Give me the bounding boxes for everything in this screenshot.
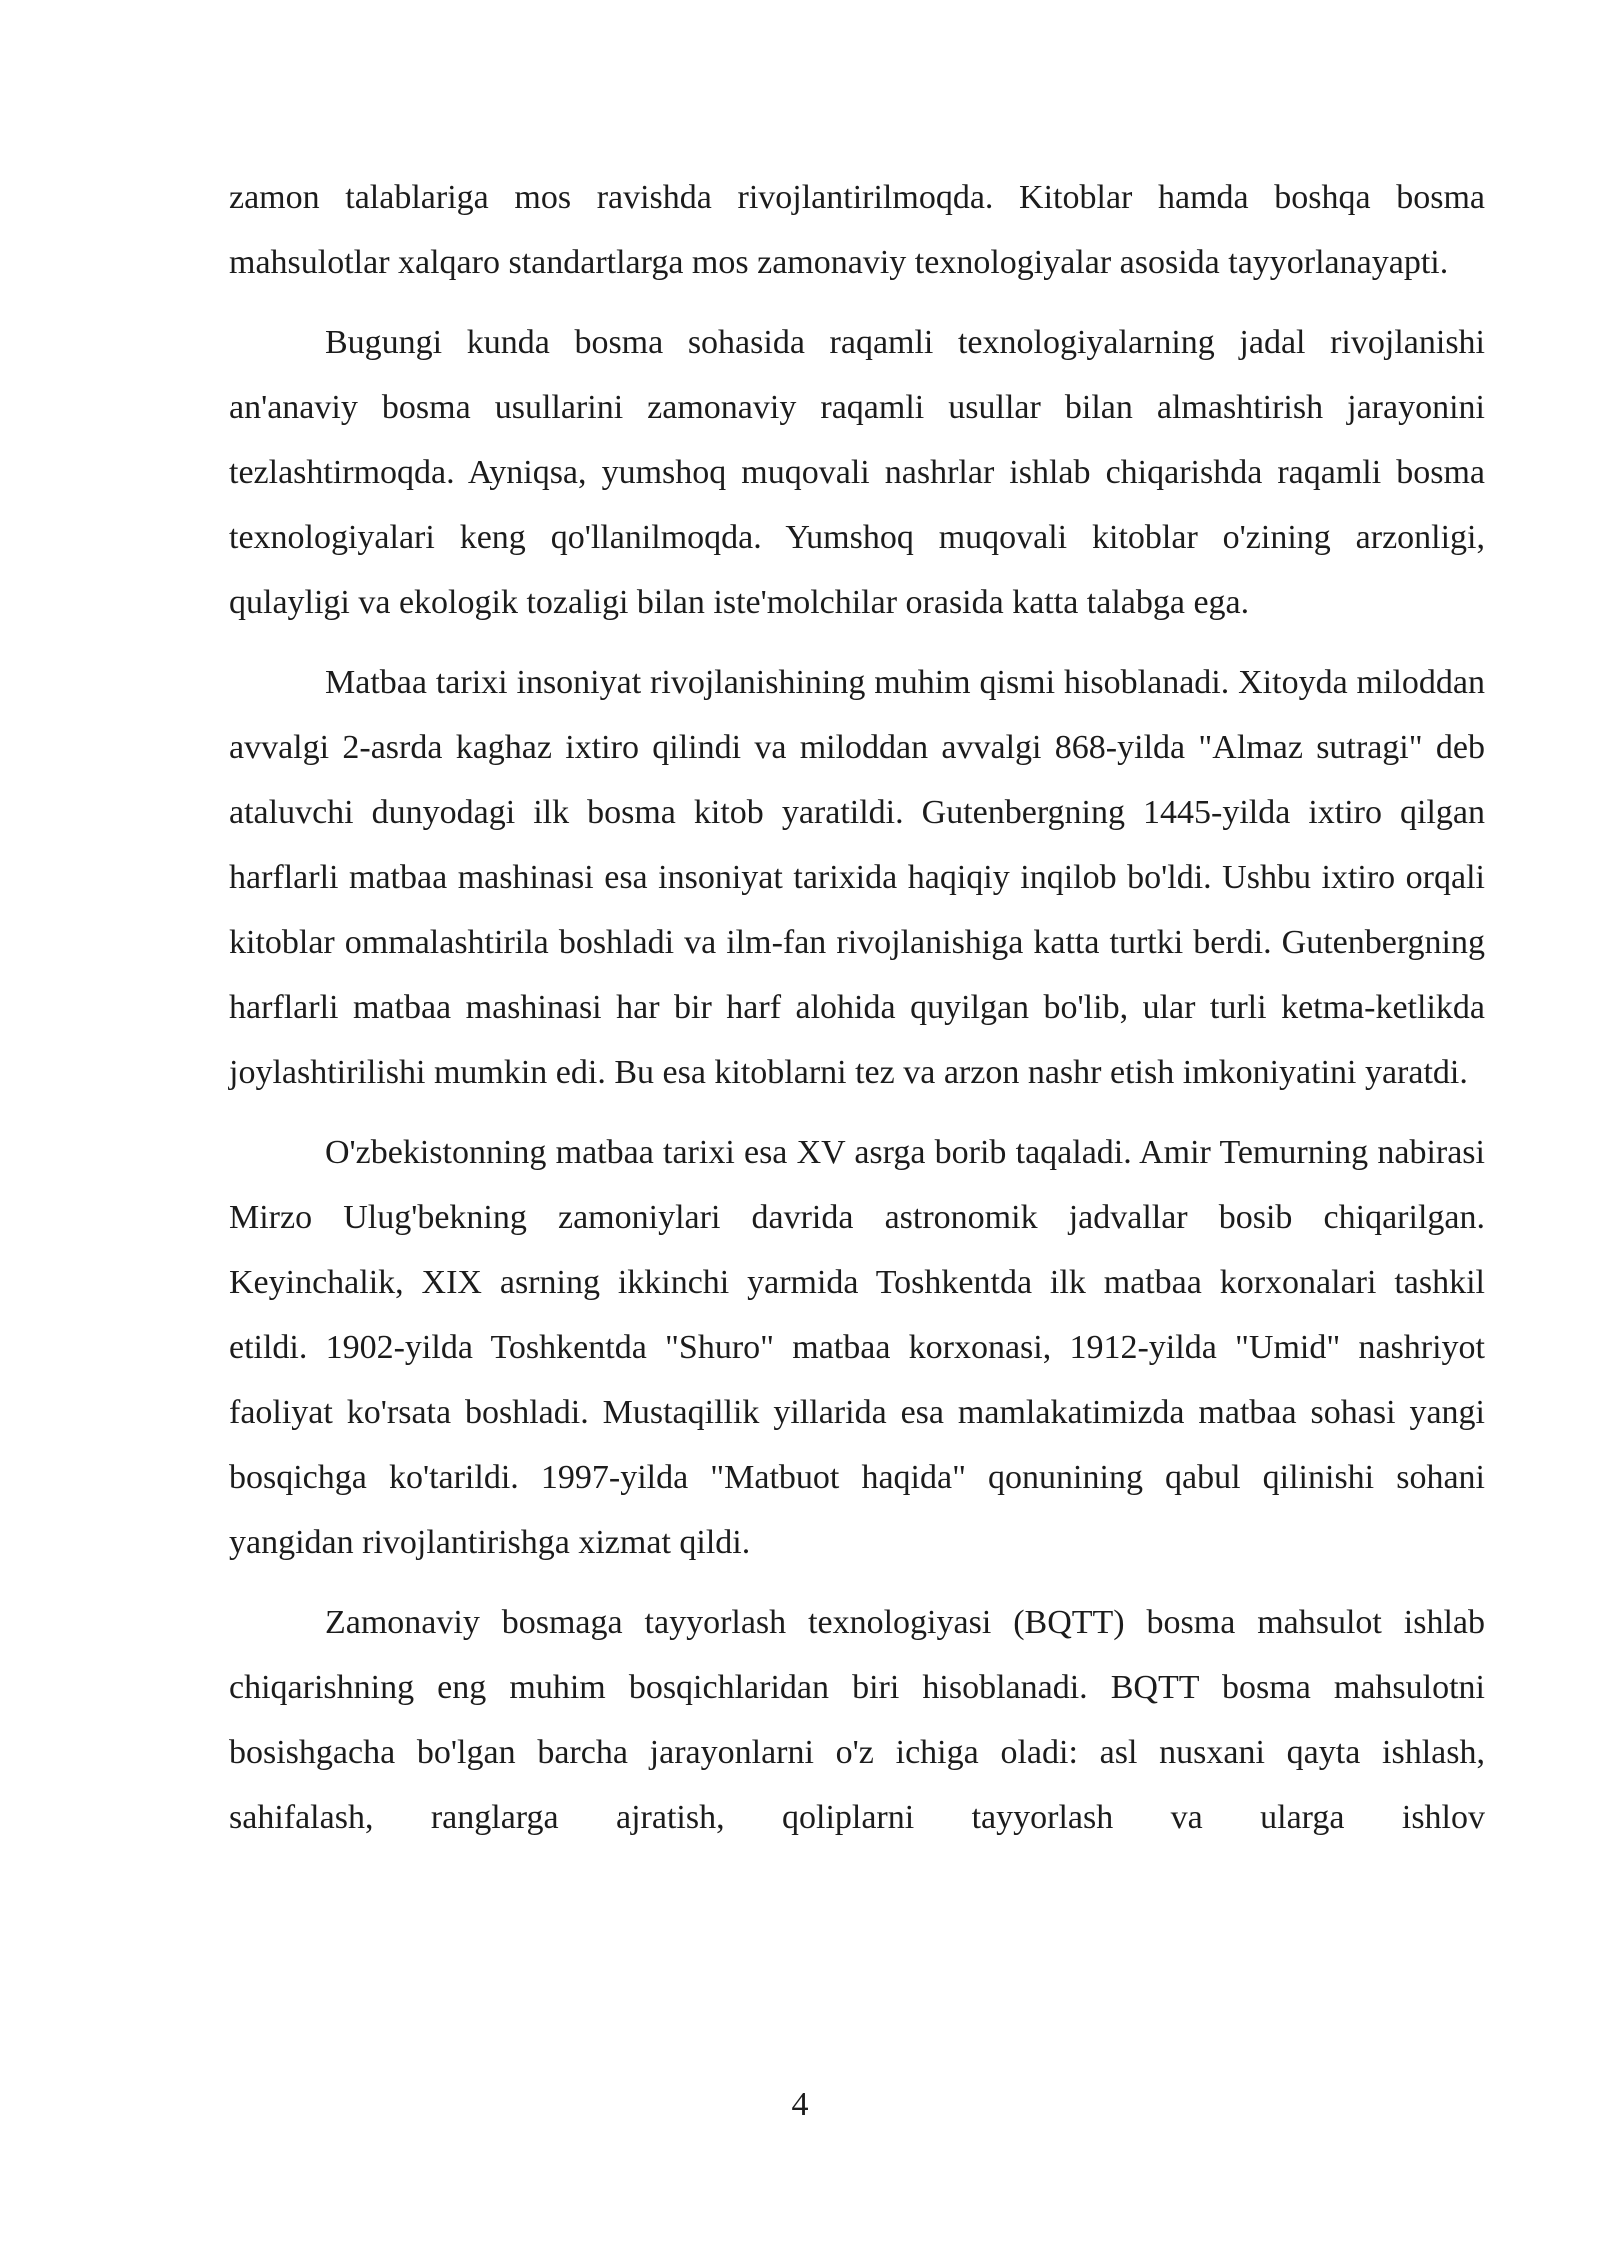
body-text [229, 165, 1485, 1850]
paragraph-uzbekistan-history: O'zbekistonning matbaa tarixi esa XV asrga borib taqaladi. Amir Temurning nabirasi Mirzo Ulug'bekning zamoniylari davrida astronomik jadvallar bosib chiqarilgan. Keyinchalik, XIX asrning ikkinchi yarmida Toshkentda ilk matbaa korxonalari tashkil etildi. 1902-yilda Toshkentda "Shuro" matbaa korxonasi, 1912-yilda "Umid" nashriyot faoliyat ko'rsata boshladi. Mustaqillik yillarida esa mamlakatimizda matbaa sohasi yangi bosqichga ko'tarildi. 1997-yilda "Matbuot haqida" qonunining qabul qilinishi sohani yangidan rivojlantirishga xizmat qildi. [229, 1134, 1485, 1561]
paragraph-digital-printing: Bugungi kunda bosma sohasida raqamli texnologiyalarning jadal rivojlanishi an'anaviy bosma usullarini zamonaviy raqamli usullar bilan almashtirish jarayonini tezlashtirmoqda. Ayniqsa, yumshoq muqovali nashrlar ishlab chiqarishda raqamli bosma texnologiyalari keng qo'llanilmoqda. Yumshoq muqovali kitoblar o'zining arzonligi, qulayligi va ekologik tozaligi bilan iste'molchilar orasida katta talabga ega. [229, 324, 1485, 621]
paragraph-continuation: zamon talablariga mos ravishda rivojlantirilmoqda. Kitoblar hamda boshqa bosma mahsulotlar xalqaro standartlarga mos zamonaviy texnologiyalar asosida tayyorlanayapti. [229, 179, 1485, 281]
paragraph-prepress-technology: Zamonaviy bosmaga tayyorlash texnologiyasi (BQTT) bosma mahsulot ishlab chiqarishning eng muhim bosqichlaridan biri hisoblanadi. BQTT bosma mahsulotni bosishgacha bo'lgan barcha jarayonlarni o'z ichiga oladi: asl nusxani qayta ishlash, sahifalash, ranglarga ajratish, qoliplarni tayyorlash va ularga ishlov [229, 1604, 1485, 1836]
paragraph-printing-history: Matbaa tarixi insoniyat rivojlanishining muhim qismi hisoblanadi. Xitoyda miloddan avvalgi 2-asrda kaghaz ixtiro qilindi va miloddan avvalgi 868-yilda "Almaz sutragi" deb ataluvchi dunyodagi ilk bosma kitob yaratildi. Gutenbergning 1445-yilda ixtiro qilgan harflarli matbaa mashinasi esa insoniyat tarixida haqiqiy inqilob bo'ldi. Ushbu ixtiro orqali kitoblar ommalashtirila boshladi va ilm-fan rivojlanishiga katta turtki berdi. Gutenbergning harflarli matbaa mashinasi har bir harf alohida quyilgan bo'lib, ular turli ketma-ketlikda joylashtirilishi mumkin edi. Bu esa kitoblarni tez va arzon nashr etish imkoniyatini yaratdi. [229, 664, 1485, 1091]
page-number: 4 [791, 2086, 809, 2123]
